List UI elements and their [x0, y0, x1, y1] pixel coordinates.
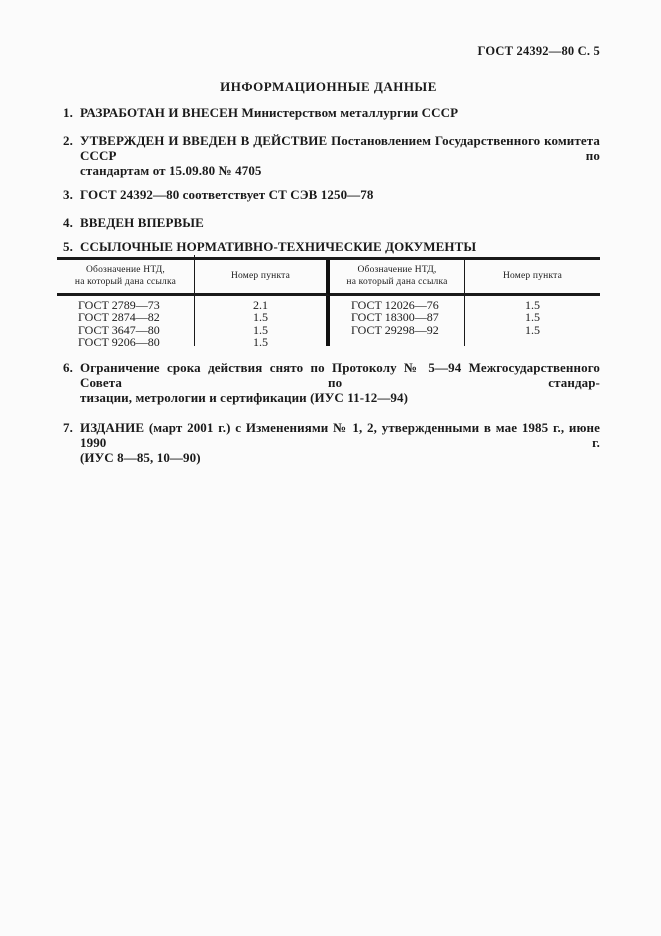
item-number: 3.: [63, 187, 73, 202]
item-text: ГОСТ 24392—80 соответствует СТ СЭВ 1250—78: [80, 187, 374, 202]
list-item-6: [57, 360, 600, 405]
page-content: [57, 0, 600, 465]
item-number: 1.: [63, 105, 73, 120]
header-text: Номер пункта: [502, 270, 563, 281]
table-header-cell-num-right: [465, 260, 600, 296]
table-header-cell-num-left: [195, 260, 330, 296]
table-cell: 1.5: [253, 310, 268, 325]
table-cell: ГОСТ 2789—73: [78, 298, 160, 312]
table-cell: ГОСТ 9206—80: [78, 334, 160, 349]
item-text: стандартам от 15.09.80 № 4705: [80, 163, 262, 178]
table-header-cell-ntd-left: [57, 260, 195, 296]
table-header-cell-ntd-right: [330, 260, 465, 296]
table-column-num-right: [465, 296, 600, 346]
header-text: на который дана ссылка: [346, 276, 448, 287]
item-number: 2.: [63, 133, 73, 148]
table-body: [57, 296, 600, 349]
table-cell: 2.1: [253, 298, 268, 312]
list-item-5: [57, 239, 600, 254]
table-cell: 1.5: [525, 322, 540, 337]
item-text: тизации, метрологии и сертификации (ИУС 11-12—94): [80, 390, 409, 405]
item-number: 7.: [63, 420, 73, 435]
document-title: ИНФОРМАЦИОННЫЕ ДАННЫЕ: [220, 79, 437, 94]
table-cell: ГОСТ 29298—92: [351, 322, 439, 337]
header-text: Обозначение НТД,: [357, 265, 437, 275]
table-column-ntd-right: [330, 296, 465, 346]
item-text: ВВЕДЕН ВПЕРВЫЕ: [80, 215, 204, 230]
list-item-2: [57, 133, 600, 178]
item-text: ИЗДАНИЕ (март 2001 г.) с Изменениями № 1, 2, утвержденными в мае 1985 г., июне 1990 г.: [80, 420, 600, 450]
table-header-row: [57, 260, 600, 296]
item-number: 6.: [63, 360, 73, 375]
item-text: Ограничение срока действия снято по Протоколу № 5—94 Межгосударственного Совета по стандар-: [80, 360, 600, 390]
table-divider-tick: [194, 255, 195, 260]
header-text: на который дана ссылка: [74, 276, 177, 287]
table-cell: ГОСТ 2874—82: [78, 310, 160, 325]
page-header: ГОСТ 24392—80 С. 5: [477, 44, 600, 58]
item-text: РАЗРАБОТАН И ВНЕСЕН Министерством металлургии СССР: [80, 105, 459, 120]
header-text: Номер пункта: [230, 270, 291, 281]
references-table: [57, 257, 600, 349]
item-number: 4.: [63, 215, 73, 230]
table-column-num-left: [195, 296, 330, 349]
list-item-3: [57, 187, 600, 202]
list-item-7: [57, 420, 600, 465]
table-cell: ГОСТ 12026—76: [351, 298, 439, 312]
table-column-ntd-left: [57, 296, 195, 349]
header-text: Обозначение НТД,: [86, 265, 165, 275]
item-text: ССЫЛОЧНЫЕ НОРМАТИВНО-ТЕХНИЧЕСКИЕ ДОКУМЕНТЫ: [80, 239, 477, 254]
item-number: 5.: [63, 239, 73, 254]
list-item-4: [57, 215, 600, 230]
table-cell: 1.5: [525, 310, 540, 325]
table-cell: 1.5: [525, 298, 540, 312]
item-text: УТВЕРЖДЕН И ВВЕДЕН В ДЕЙСТВИЕ Постановлением Государственного комитета СССР по: [80, 133, 600, 163]
table-cell: ГОСТ 18300—87: [351, 310, 439, 325]
item-text: (ИУС 8—85, 10—90): [80, 450, 201, 465]
table-cell: 1.5: [253, 322, 268, 337]
list-item-1: [57, 105, 600, 120]
table-cell: 1.5: [253, 334, 268, 349]
table-cell: ГОСТ 3647—80: [78, 322, 160, 337]
